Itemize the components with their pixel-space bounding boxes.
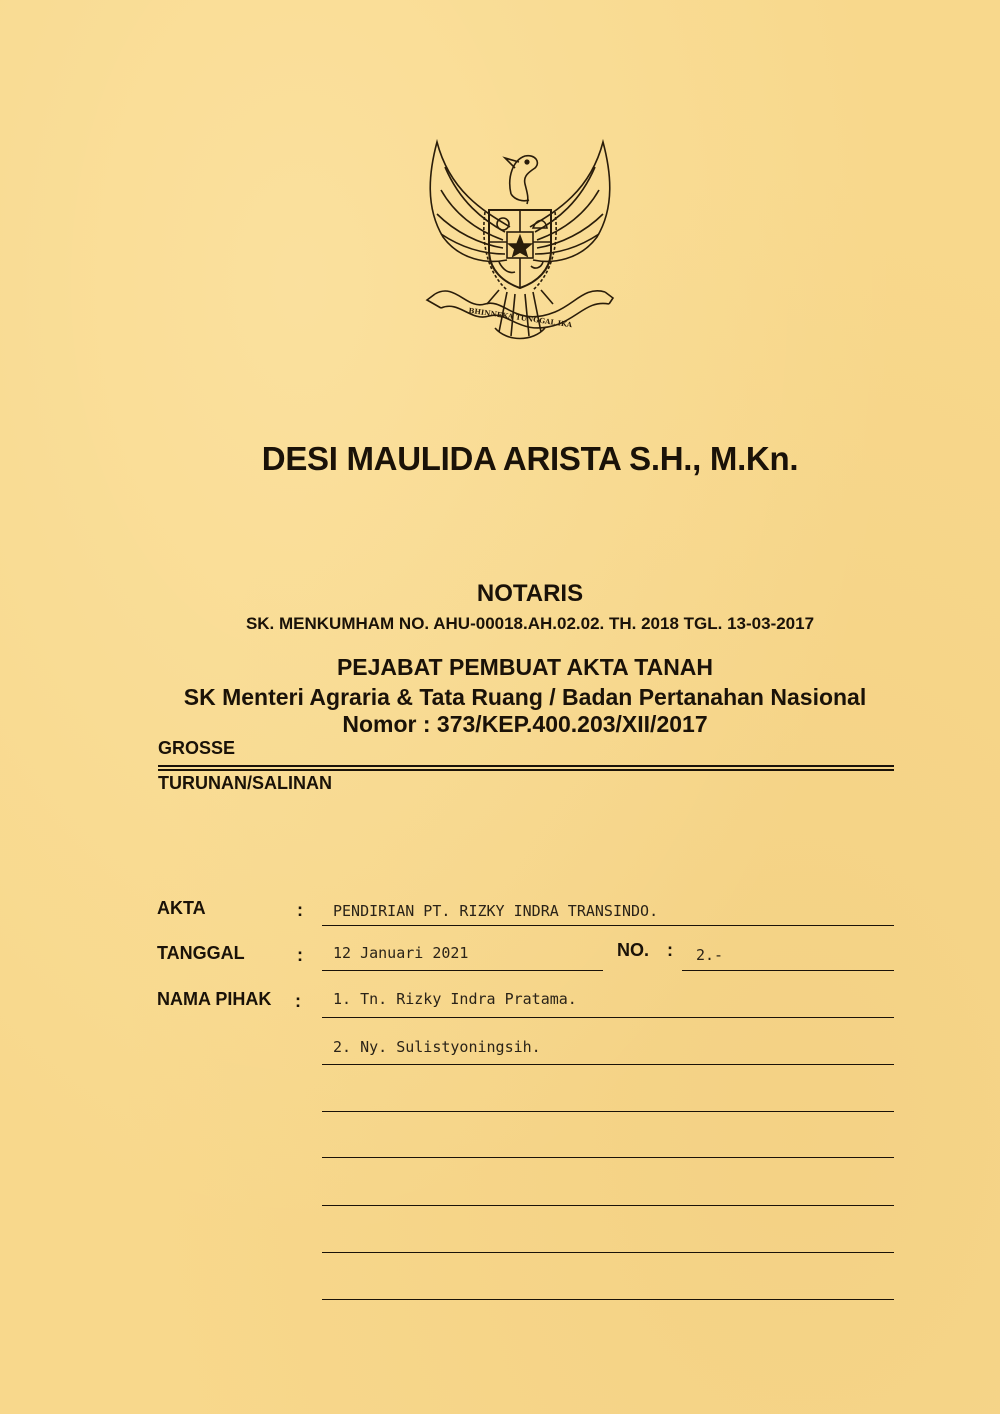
- double-rule-bottom: [158, 769, 894, 771]
- sk-agraria-nomor: Nomor : 373/KEP.400.203/XII/2017: [342, 711, 708, 737]
- notary-name: DESI MAULIDA ARISTA S.H., M.Kn.: [261, 440, 799, 477]
- akta-line: [322, 925, 894, 926]
- notaris-title: NOTARIS: [476, 580, 584, 607]
- tanggal-label: TANGGAL: [157, 943, 245, 963]
- no-line: [682, 970, 894, 971]
- akta-value: PENDIRIAN PT. RIZKY INDRA TRANSINDO.: [333, 902, 659, 920]
- pihak-line: [322, 1017, 894, 1018]
- sk-agraria-text: SK Menteri Agraria & Tata Ruang / Badan Pertanahan Nasional: [183, 684, 867, 710]
- blank-line: [322, 1252, 894, 1253]
- ppat-title: PEJABAT PEMBUAT AKTA TANAH: [336, 654, 714, 680]
- akta-label: AKTA: [157, 898, 206, 918]
- akta-colon: :: [297, 900, 303, 920]
- garuda-pancasila-emblem-icon: [415, 132, 625, 352]
- no-colon: :: [667, 940, 673, 960]
- tanggal-line: [322, 970, 603, 971]
- pihak-line: [322, 1064, 894, 1065]
- double-rule-top: [158, 765, 894, 767]
- blank-line: [322, 1205, 894, 1206]
- blank-line: [322, 1157, 894, 1158]
- nama-pihak-label: NAMA PIHAK: [157, 989, 272, 1009]
- grosse-label: GROSSE: [158, 738, 236, 758]
- no-value: 2.-: [696, 946, 724, 964]
- nama-pihak-colon: :: [295, 991, 301, 1011]
- sk-menkumham-number: SK. MENKUMHAM NO. AHU-00018.AH.02.02. TH. 2018 TGL. 13-03-2017: [245, 614, 815, 633]
- tanggal-value: 12 Januari 2021: [333, 944, 469, 962]
- no-label: NO.: [617, 940, 650, 960]
- pihak-item: 1. Tn. Rizky Indra Pratama.: [333, 990, 577, 1008]
- turunan-salinan-label: TURUNAN/SALINAN: [158, 773, 332, 793]
- pihak-item: 2. Ny. Sulistyoningsih.: [333, 1038, 541, 1056]
- svg-text:BHINNEKA TUNGGAL IKA: BHINNEKA TUNGGAL IKA: [467, 305, 573, 330]
- tanggal-colon: :: [297, 945, 303, 965]
- blank-line: [322, 1111, 894, 1112]
- blank-line: [322, 1299, 894, 1300]
